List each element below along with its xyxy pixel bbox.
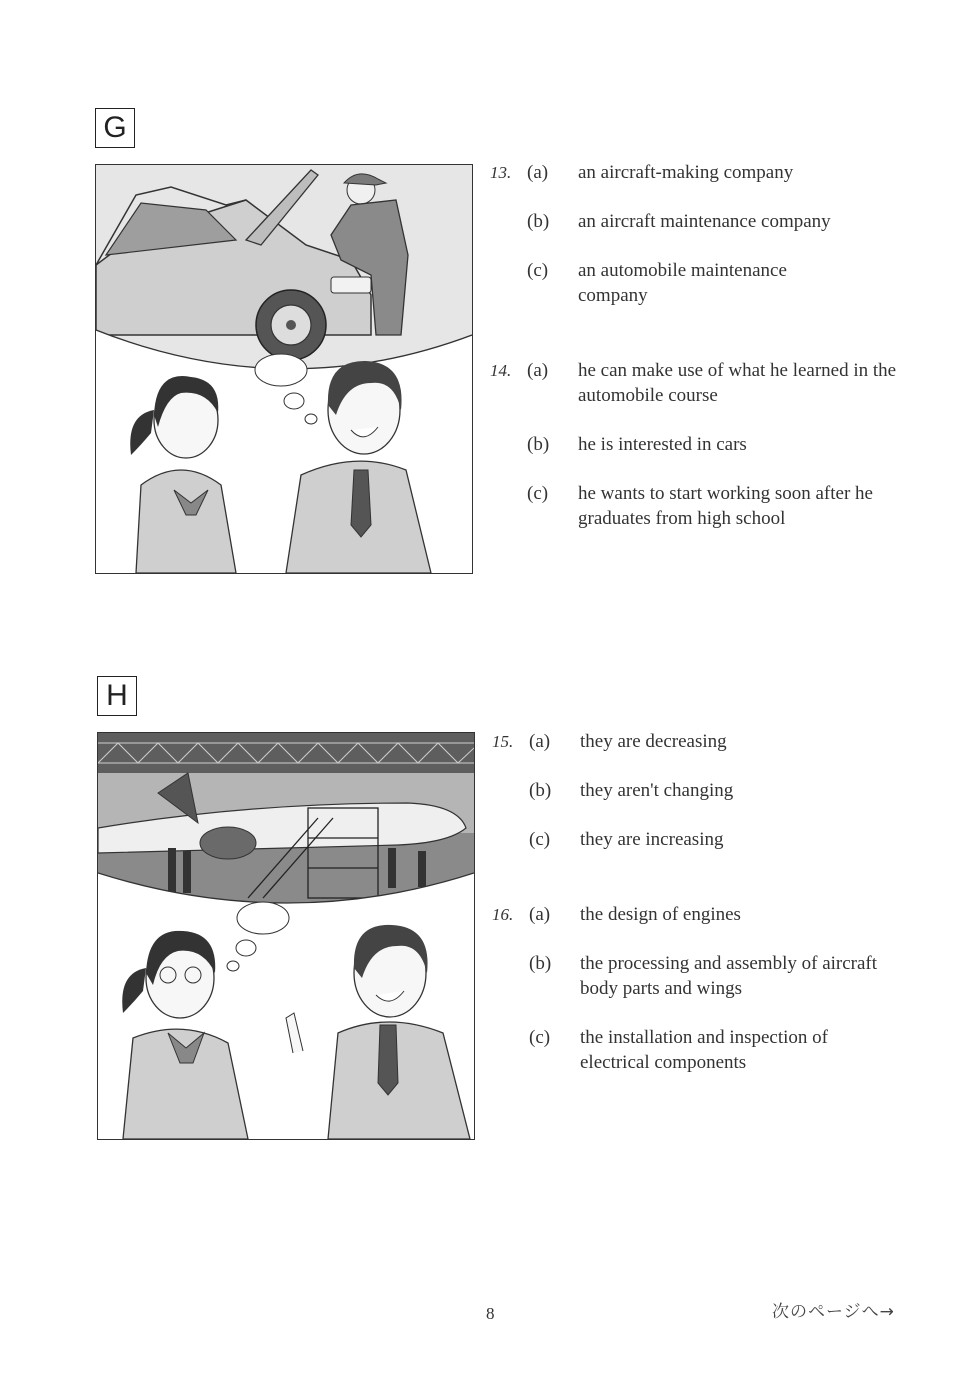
section-g-label: G bbox=[95, 108, 135, 148]
option-letter: (a) bbox=[529, 904, 551, 925]
option-text: the installation and inspection of electrical components bbox=[580, 1027, 829, 1073]
next-page-indicator: 次のページへ→ bbox=[772, 1302, 895, 1322]
option-letter: (b) bbox=[527, 434, 550, 455]
option-text: an aircraft maintenance company bbox=[578, 211, 831, 232]
question-14 bbox=[490, 358, 910, 531]
option-text: he is interested in cars bbox=[578, 434, 747, 455]
option-letter: (c) bbox=[527, 260, 549, 281]
page-number: 8 bbox=[486, 1304, 495, 1323]
question-group-g bbox=[490, 160, 910, 555]
option-text: the processing and assembly of aircraft body parts and wings bbox=[580, 953, 878, 999]
section-h-label: H bbox=[97, 676, 137, 716]
option-letter: (a) bbox=[527, 360, 549, 381]
option-letter: (c) bbox=[529, 829, 551, 850]
option-letter: (c) bbox=[529, 1027, 551, 1048]
question-number: 14. bbox=[490, 361, 512, 380]
question-16 bbox=[492, 902, 912, 1075]
option-text: they are increasing bbox=[580, 829, 724, 850]
question-number: 16. bbox=[492, 905, 514, 924]
option-text: he wants to start working soon after he graduates from high school bbox=[578, 483, 873, 529]
question-number: 15. bbox=[492, 732, 514, 751]
option-letter: (b) bbox=[529, 780, 552, 801]
option-letter: (a) bbox=[527, 162, 549, 183]
illustration-car-maintenance bbox=[95, 164, 473, 574]
option-text: they are decreasing bbox=[580, 731, 727, 752]
option-text: an aircraft-making company bbox=[578, 162, 794, 183]
option-letter: (b) bbox=[527, 211, 550, 232]
option-letter: (a) bbox=[529, 731, 551, 752]
question-13 bbox=[490, 160, 910, 308]
question-15 bbox=[492, 729, 912, 852]
option-text: an automobile maintenance company bbox=[578, 260, 787, 306]
option-letter: (c) bbox=[527, 483, 549, 504]
illustration-aircraft-hangar bbox=[97, 732, 475, 1140]
option-text: the design of engines bbox=[580, 904, 741, 925]
question-group-h bbox=[492, 729, 912, 1099]
option-text: they aren't changing bbox=[580, 780, 734, 801]
option-text: he can make use of what he learned in the automobile course bbox=[578, 360, 897, 406]
option-letter: (b) bbox=[529, 953, 552, 974]
question-number: 13. bbox=[490, 163, 512, 182]
